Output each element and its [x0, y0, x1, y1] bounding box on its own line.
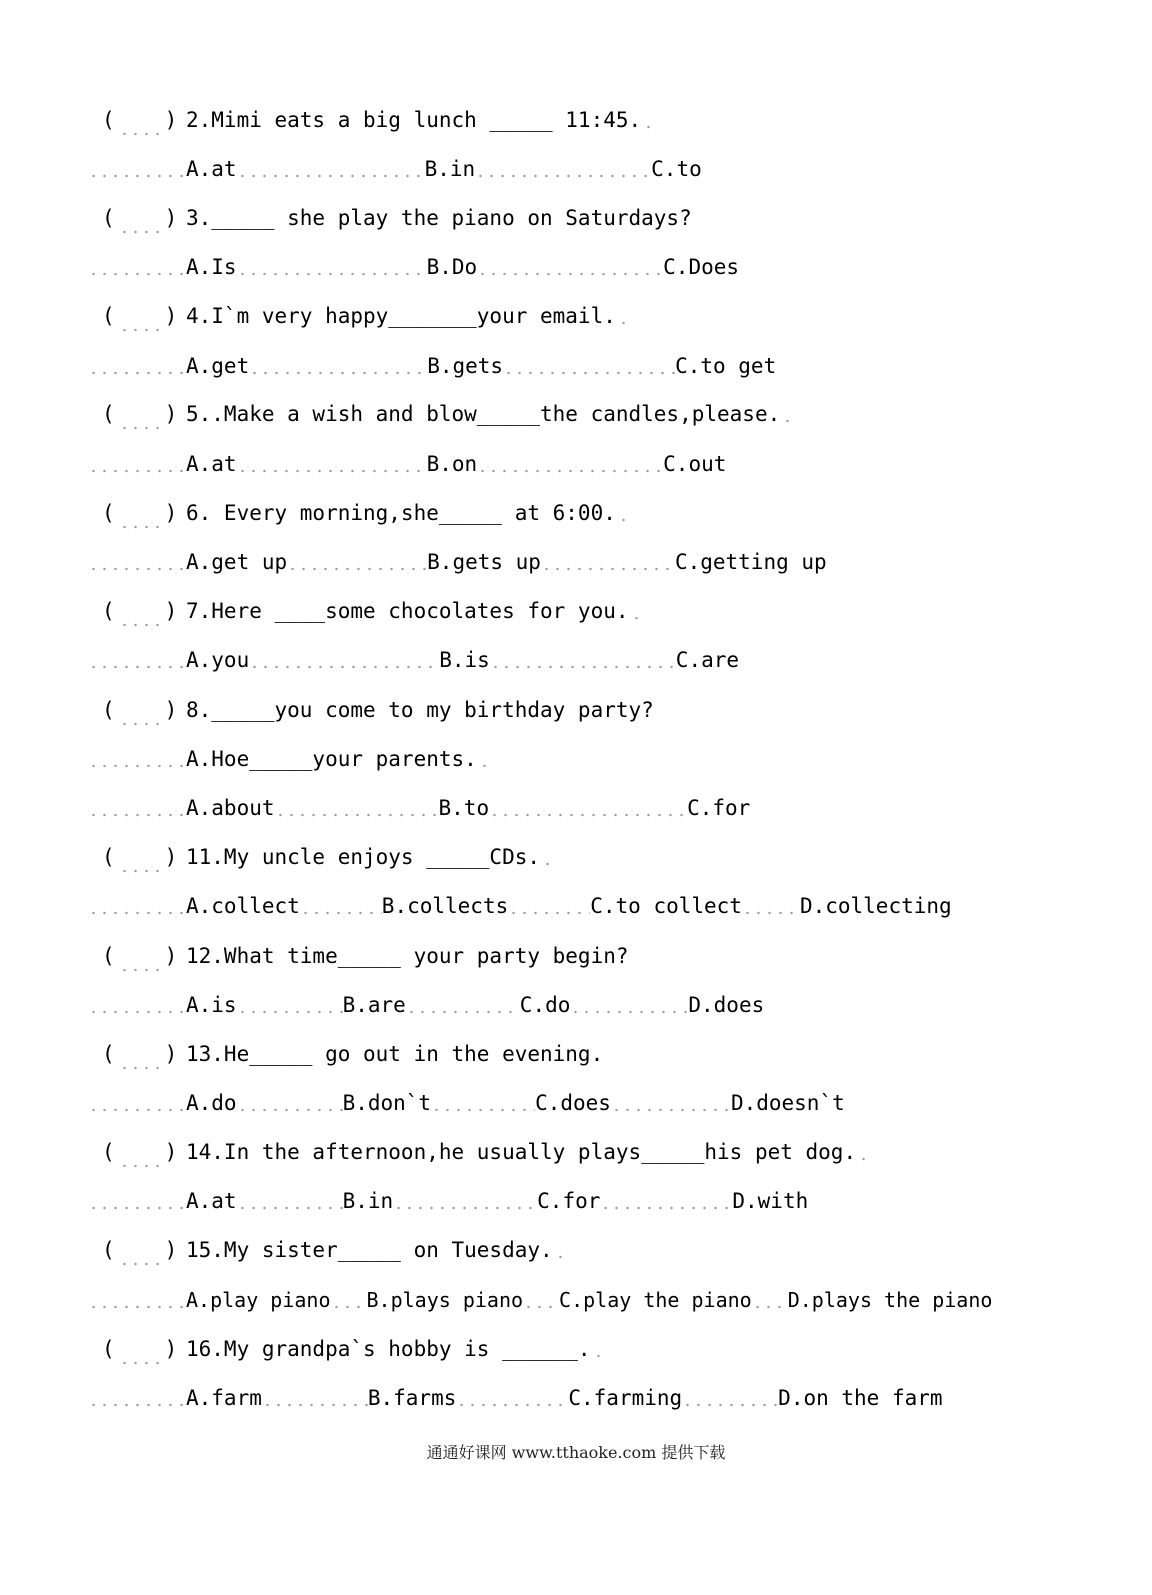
option-b: B.farms: [367, 1386, 457, 1410]
options-row: [88, 1284, 1092, 1316]
question-text: 4.I`m very happy_______your email.: [186, 304, 616, 328]
option-c: C.getting up: [674, 550, 827, 574]
option-c: C.for: [537, 1189, 601, 1213]
dotted-leader: [119, 328, 161, 332]
option-c: C.to: [651, 157, 702, 181]
option-d: D.on the farm: [778, 1386, 943, 1410]
dotted-leader: [119, 1164, 161, 1168]
dotted-leader: [456, 1403, 568, 1407]
paren-open: (: [102, 501, 115, 525]
option-b: B.collects: [381, 894, 509, 918]
option-c: C.are: [675, 648, 740, 672]
question-text: 7.Here ____some chocolates for you.: [186, 599, 629, 623]
dotted-leader: [88, 1305, 186, 1309]
option-c: C.Does: [663, 255, 740, 279]
paren-close: ): [164, 1140, 178, 1164]
option-d: D.does: [688, 993, 765, 1017]
dotted-leader: [479, 764, 493, 768]
options-row: [88, 890, 1092, 922]
question-text: 6. Every morning,she_____ at 6:00.: [186, 501, 616, 525]
dotted-leader: [542, 862, 556, 866]
options-row: [88, 1087, 1092, 1119]
option-a: A.at: [186, 1189, 237, 1213]
question-row: [88, 104, 1092, 136]
option-b: B.in: [424, 157, 476, 181]
paren-close: ): [164, 206, 178, 230]
option-c: C.does: [535, 1091, 611, 1115]
options-row: [88, 989, 1092, 1021]
paren-close: ): [164, 599, 178, 623]
dotted-leader: [682, 1403, 778, 1407]
dotted-leader: [490, 665, 676, 669]
paren-close: ): [164, 304, 178, 328]
answer-paren[interactable]: [88, 940, 186, 972]
dotted-leader: [119, 722, 161, 726]
options-row: [88, 1382, 1092, 1414]
dotted-leader: [631, 616, 645, 620]
paren-open: (: [102, 944, 115, 968]
dotted-leader: [300, 911, 382, 915]
option-d: D.doesn`t: [730, 1091, 845, 1115]
dotted-leader: [119, 1066, 161, 1070]
dotted-leader: [249, 665, 439, 669]
question-row: [88, 841, 1092, 873]
dotted-leader: [88, 1206, 186, 1210]
option-d: D.plays the piano: [787, 1288, 993, 1312]
dotted-leader: [88, 371, 186, 375]
option-c: C.to get: [675, 354, 777, 378]
dotted-leader: [88, 1108, 186, 1112]
paren-close: ): [164, 845, 178, 869]
answer-paren[interactable]: [88, 1038, 186, 1070]
dotted-leader: [287, 567, 427, 571]
dotted-leader: [237, 1108, 343, 1112]
dotted-leader: [88, 469, 186, 473]
dotted-leader: [752, 1305, 788, 1309]
dotted-leader: [431, 1108, 535, 1112]
option-b: B.plays piano: [366, 1288, 524, 1312]
options-row: [88, 350, 1092, 382]
dotted-leader: [119, 623, 161, 627]
paren-open: (: [102, 698, 115, 722]
options-row: [88, 792, 1092, 824]
option-a: A.Is: [186, 255, 237, 279]
question-text: 8._____you come to my birthday party?: [186, 698, 654, 722]
question-row: [88, 694, 1092, 726]
answer-paren[interactable]: [88, 104, 186, 136]
question-row: [88, 595, 1092, 627]
question-row: [88, 497, 1092, 529]
option-a: A.farm: [186, 1386, 262, 1410]
option-c: C.do: [519, 993, 571, 1017]
options-row: [88, 546, 1092, 578]
dotted-leader: [555, 1255, 569, 1259]
question-row: [88, 940, 1092, 972]
dotted-leader: [249, 371, 427, 375]
dotted-leader: [600, 1206, 732, 1210]
option-a: A.is: [186, 993, 237, 1017]
dotted-leader: [88, 911, 186, 915]
dotted-leader: [88, 1403, 186, 1407]
dotted-leader: [88, 1010, 186, 1014]
paren-open: (: [102, 108, 115, 132]
option-c: C.out: [663, 452, 727, 476]
answer-paren[interactable]: [88, 497, 186, 529]
dotted-leader: [237, 1010, 343, 1014]
dotted-leader: [611, 1108, 731, 1112]
dotted-leader: [541, 567, 675, 571]
option-b: B.don`t: [342, 1091, 432, 1115]
question-text: 5..Make a wish and blow_____the candles,please.: [186, 402, 781, 426]
dotted-leader: [331, 1305, 367, 1309]
option-c: C.to collect: [590, 894, 742, 918]
dotted-leader: [782, 419, 796, 423]
dotted-leader: [119, 132, 161, 136]
paren-close: ): [164, 108, 178, 132]
option-b: B.Do: [426, 255, 478, 279]
option-a: A.get up: [186, 550, 288, 574]
answer-paren[interactable]: [88, 694, 186, 726]
option-a: A.you: [186, 648, 250, 672]
dotted-leader: [88, 764, 186, 768]
options-row: [88, 644, 1092, 676]
option-b: B.on: [426, 452, 478, 476]
question-text: 3._____ she play the piano on Saturdays?: [186, 206, 692, 230]
paren-open: (: [102, 402, 115, 426]
dotted-leader: [858, 1157, 872, 1161]
paren-open: (: [102, 1042, 115, 1066]
dotted-leader: [237, 272, 427, 276]
dotted-leader: [119, 1361, 161, 1365]
dotted-leader: [88, 567, 186, 571]
question-text: 2.Mimi eats a big lunch _____ 11:45.: [186, 108, 642, 132]
dotted-leader: [742, 911, 800, 915]
paren-open: (: [102, 304, 115, 328]
option-a: A.collect: [186, 894, 300, 918]
option-b: B.gets: [427, 354, 504, 378]
paren-open: (: [102, 845, 115, 869]
dotted-leader: [593, 1354, 607, 1358]
question-text: 16.My grandpa`s hobby is ______.: [186, 1337, 591, 1361]
question-text: 14.In the afternoon,he usually plays_____his pet dog.: [186, 1140, 857, 1164]
dotted-leader: [477, 469, 663, 473]
question-row: [88, 1234, 1092, 1266]
option-b: B.are: [342, 993, 406, 1017]
paren-close: ): [164, 1042, 178, 1066]
dotted-leader: [618, 518, 632, 522]
dotted-leader: [119, 869, 161, 873]
paren-close: ): [164, 1238, 178, 1262]
dotted-leader: [119, 1262, 161, 1266]
question-text: 12.What time_____ your party begin?: [186, 944, 629, 968]
question-row: [88, 202, 1092, 234]
dotted-leader: [262, 1403, 368, 1407]
options-row: [88, 1185, 1092, 1217]
paren-open: (: [102, 1337, 115, 1361]
answer-paren[interactable]: [88, 841, 186, 873]
option-d: D.with: [732, 1189, 809, 1213]
paren-close: ): [164, 944, 178, 968]
option-a: A.at: [186, 452, 237, 476]
dotted-leader: [508, 911, 590, 915]
options-row: [88, 448, 1092, 480]
answer-paren[interactable]: [88, 1333, 186, 1365]
option-b: B.gets up: [427, 550, 541, 574]
dotted-leader: [275, 813, 439, 817]
dotted-leader: [119, 968, 161, 972]
options-row: [88, 743, 1092, 775]
options-row: [88, 153, 1092, 185]
dotted-leader: [119, 525, 161, 529]
paren-close: ): [164, 501, 178, 525]
dotted-leader: [570, 1010, 688, 1014]
paren-open: (: [102, 599, 115, 623]
page-footer: 通通好课网 www.tthaoke.com 提供下载: [426, 1443, 726, 1462]
answer-paren[interactable]: [88, 1136, 186, 1168]
option-c: C.farming: [568, 1386, 683, 1410]
paren-close: ): [164, 698, 178, 722]
answer-paren[interactable]: [88, 202, 186, 234]
option-b: B.in: [342, 1189, 394, 1213]
dotted-leader: [88, 665, 186, 669]
paren-open: (: [102, 1140, 115, 1164]
paren-close: ): [164, 402, 178, 426]
option-a: A.at: [186, 157, 237, 181]
option-b: B.to: [438, 796, 490, 820]
dotted-leader: [477, 272, 663, 276]
option-d: D.collecting: [799, 894, 952, 918]
dotted-leader: [643, 125, 657, 129]
answer-paren[interactable]: [88, 300, 186, 332]
option-c: C.play the piano: [559, 1288, 752, 1312]
answer-paren[interactable]: [88, 398, 186, 430]
option-a: A.get: [186, 354, 250, 378]
dotted-leader: [88, 174, 186, 178]
dotted-leader: [237, 1206, 343, 1210]
answer-paren[interactable]: [88, 595, 186, 627]
dotted-leader: [406, 1010, 520, 1014]
dotted-leader: [119, 426, 161, 430]
question-text: 15.My sister_____ on Tuesday.: [186, 1238, 553, 1262]
dotted-leader: [475, 174, 651, 178]
question-row: [88, 1038, 1092, 1070]
options-row: [88, 251, 1092, 283]
dotted-leader: [88, 813, 186, 817]
paren-close: ): [164, 1337, 178, 1361]
dotted-leader: [393, 1206, 537, 1210]
question-row: [88, 398, 1092, 430]
paren-open: (: [102, 1238, 115, 1262]
question-text: 13.He_____ go out in the evening.: [186, 1042, 604, 1066]
dotted-leader: [618, 321, 632, 325]
dotted-leader: [88, 272, 186, 276]
option-c: C.for: [687, 796, 751, 820]
question-row: [88, 1136, 1092, 1168]
dotted-leader: [503, 371, 675, 375]
option-a: A.do: [186, 1091, 237, 1115]
question-text: 11.My uncle enjoys _____CDs.: [186, 845, 541, 869]
dotted-leader: [237, 469, 427, 473]
dotted-leader: [523, 1305, 559, 1309]
dotted-leader: [119, 230, 161, 234]
option-a: A.play piano: [186, 1288, 331, 1312]
option-a: A.Hoe_____your parents.: [186, 747, 477, 771]
option-b: B.is: [439, 648, 490, 672]
dotted-leader: [237, 174, 425, 178]
option-a: A.about: [186, 796, 275, 820]
answer-paren[interactable]: [88, 1234, 186, 1266]
dotted-leader: [489, 813, 687, 817]
question-row: [88, 1333, 1092, 1365]
question-row: [88, 300, 1092, 332]
paren-open: (: [102, 206, 115, 230]
